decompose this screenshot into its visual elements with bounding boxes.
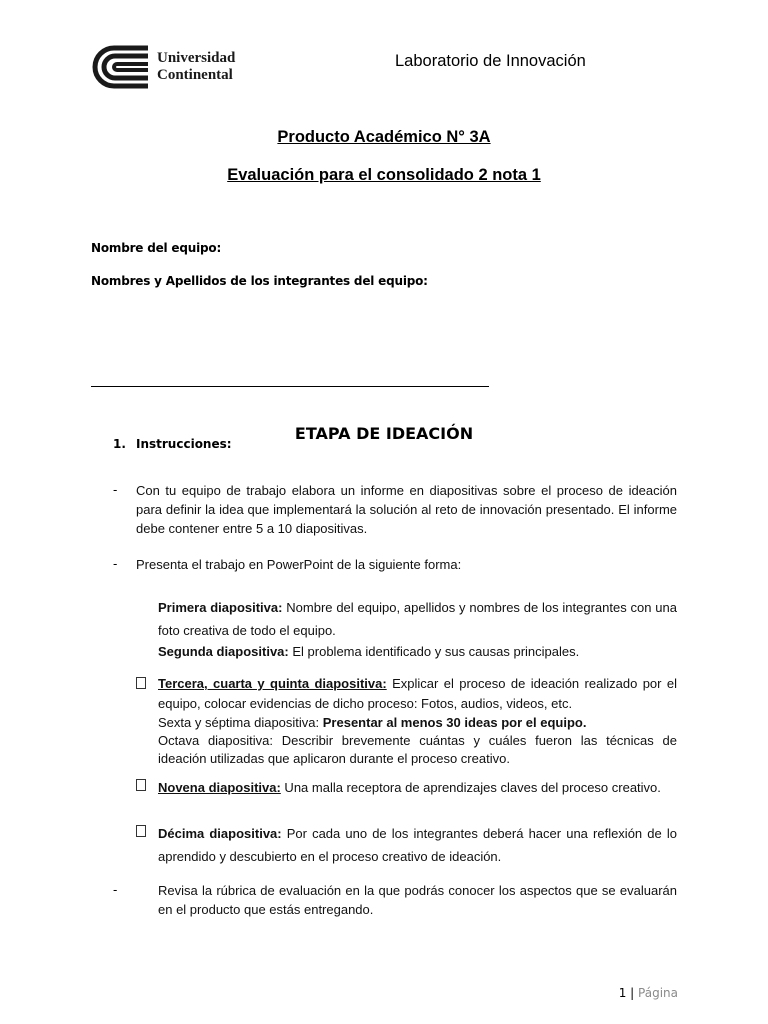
instructions-number: 1.: [113, 437, 126, 451]
bullet-dash: -: [113, 882, 118, 897]
members-label: Nombres y Apellidos de los integrantes del equipo:: [91, 274, 428, 288]
instruction-paragraph-3: Revisa la rúbrica de evaluación en la que podrás conocer los aspectos que se evaluarán en el producto que estás entregando.: [158, 883, 677, 917]
evaluation-title: Evaluación para el consolidado 2 nota 1: [227, 166, 541, 184]
footer-separator: |: [626, 986, 639, 1000]
lab-title: Laboratorio de Innovación: [395, 52, 586, 70]
bullet-dash: -: [113, 556, 118, 571]
team-name-label: Nombre del equipo:: [91, 241, 222, 255]
instruction-paragraph-2: Presenta el trabajo en PowerPoint de la siguiente forma:: [136, 557, 462, 572]
ninth-slide-item: [158, 776, 677, 799]
bullet-dash: -: [113, 482, 118, 497]
page-footer: [619, 986, 678, 1000]
ninth-slide-text: Una malla receptora de aprendizajes claves del proceso creativo.: [280, 780, 661, 795]
logo-wordmark: [157, 50, 235, 83]
first-slide-label: Primera diapositiva:: [158, 600, 283, 615]
page-word: Página: [638, 986, 678, 1000]
product-title: Producto Académico N° 3A: [277, 128, 491, 146]
page-number: 1: [618, 986, 627, 1000]
first-slide-item: [158, 596, 677, 642]
missing-glyph-bullet-icon: [136, 825, 146, 837]
missing-glyph-bullet-icon: [136, 677, 146, 689]
second-slide-text: El problema identificado y sus causas principales.: [288, 644, 580, 659]
continental-logo-mark-icon: [90, 44, 152, 90]
second-slide-item: [158, 644, 677, 659]
missing-glyph-bullet-icon: [136, 779, 146, 791]
ninth-slide-label: Novena diapositiva:: [158, 780, 281, 795]
second-slide-label: Segunda diapositiva:: [158, 644, 289, 659]
sixth-slide-bold: Presentar al menos 30 ideas por el equipo.: [322, 715, 587, 730]
tenth-slide-item: [158, 822, 677, 868]
third-slide-item: [158, 674, 677, 768]
instructions-label: Instrucciones:: [136, 437, 232, 451]
tenth-slide-text: Por cada uno de los integrantes deberá hacer una reflexión de lo aprendido y descubierto en el proceso creativo de ideación.: [158, 826, 677, 864]
instruction-paragraph-1: Con tu equipo de trabajo elabora un informe en diapositivas sobre el proceso de ideación para definir la idea que implementará la solución al reto de innovación presentado. El informe debe contener entre 5 a 10 diapositivas.: [136, 483, 677, 536]
third-slide-text: Explicar el proceso de ideación realizado por el equipo, colocar evidencias de dicho proceso: Fotos, audios, videos, etc.: [158, 676, 677, 711]
tenth-slide-label: Décima diapositiva:: [158, 826, 282, 841]
university-logo: [90, 44, 250, 90]
logo-line-1: Universidad: [157, 50, 236, 66]
logo-line-2: Continental: [157, 66, 233, 83]
separator-line: [91, 386, 489, 387]
sixth-slide-prefix: Sexta y séptima diapositiva:: [158, 715, 323, 730]
third-slide-label: Tercera, cuarta y quinta diapositiva:: [158, 676, 387, 691]
section-title: ETAPA DE IDEACIÓN: [294, 424, 474, 443]
first-slide-text: Nombre del equipo, apellidos y nombres de los integrantes con una foto creativa de todo el equipo.: [158, 600, 677, 638]
eighth-slide-text: Octava diapositiva: Describir brevemente cuántas y cuáles fueron las técnicas de ideación utilizadas que aplicaron durante el proceso creativo.: [158, 733, 677, 766]
